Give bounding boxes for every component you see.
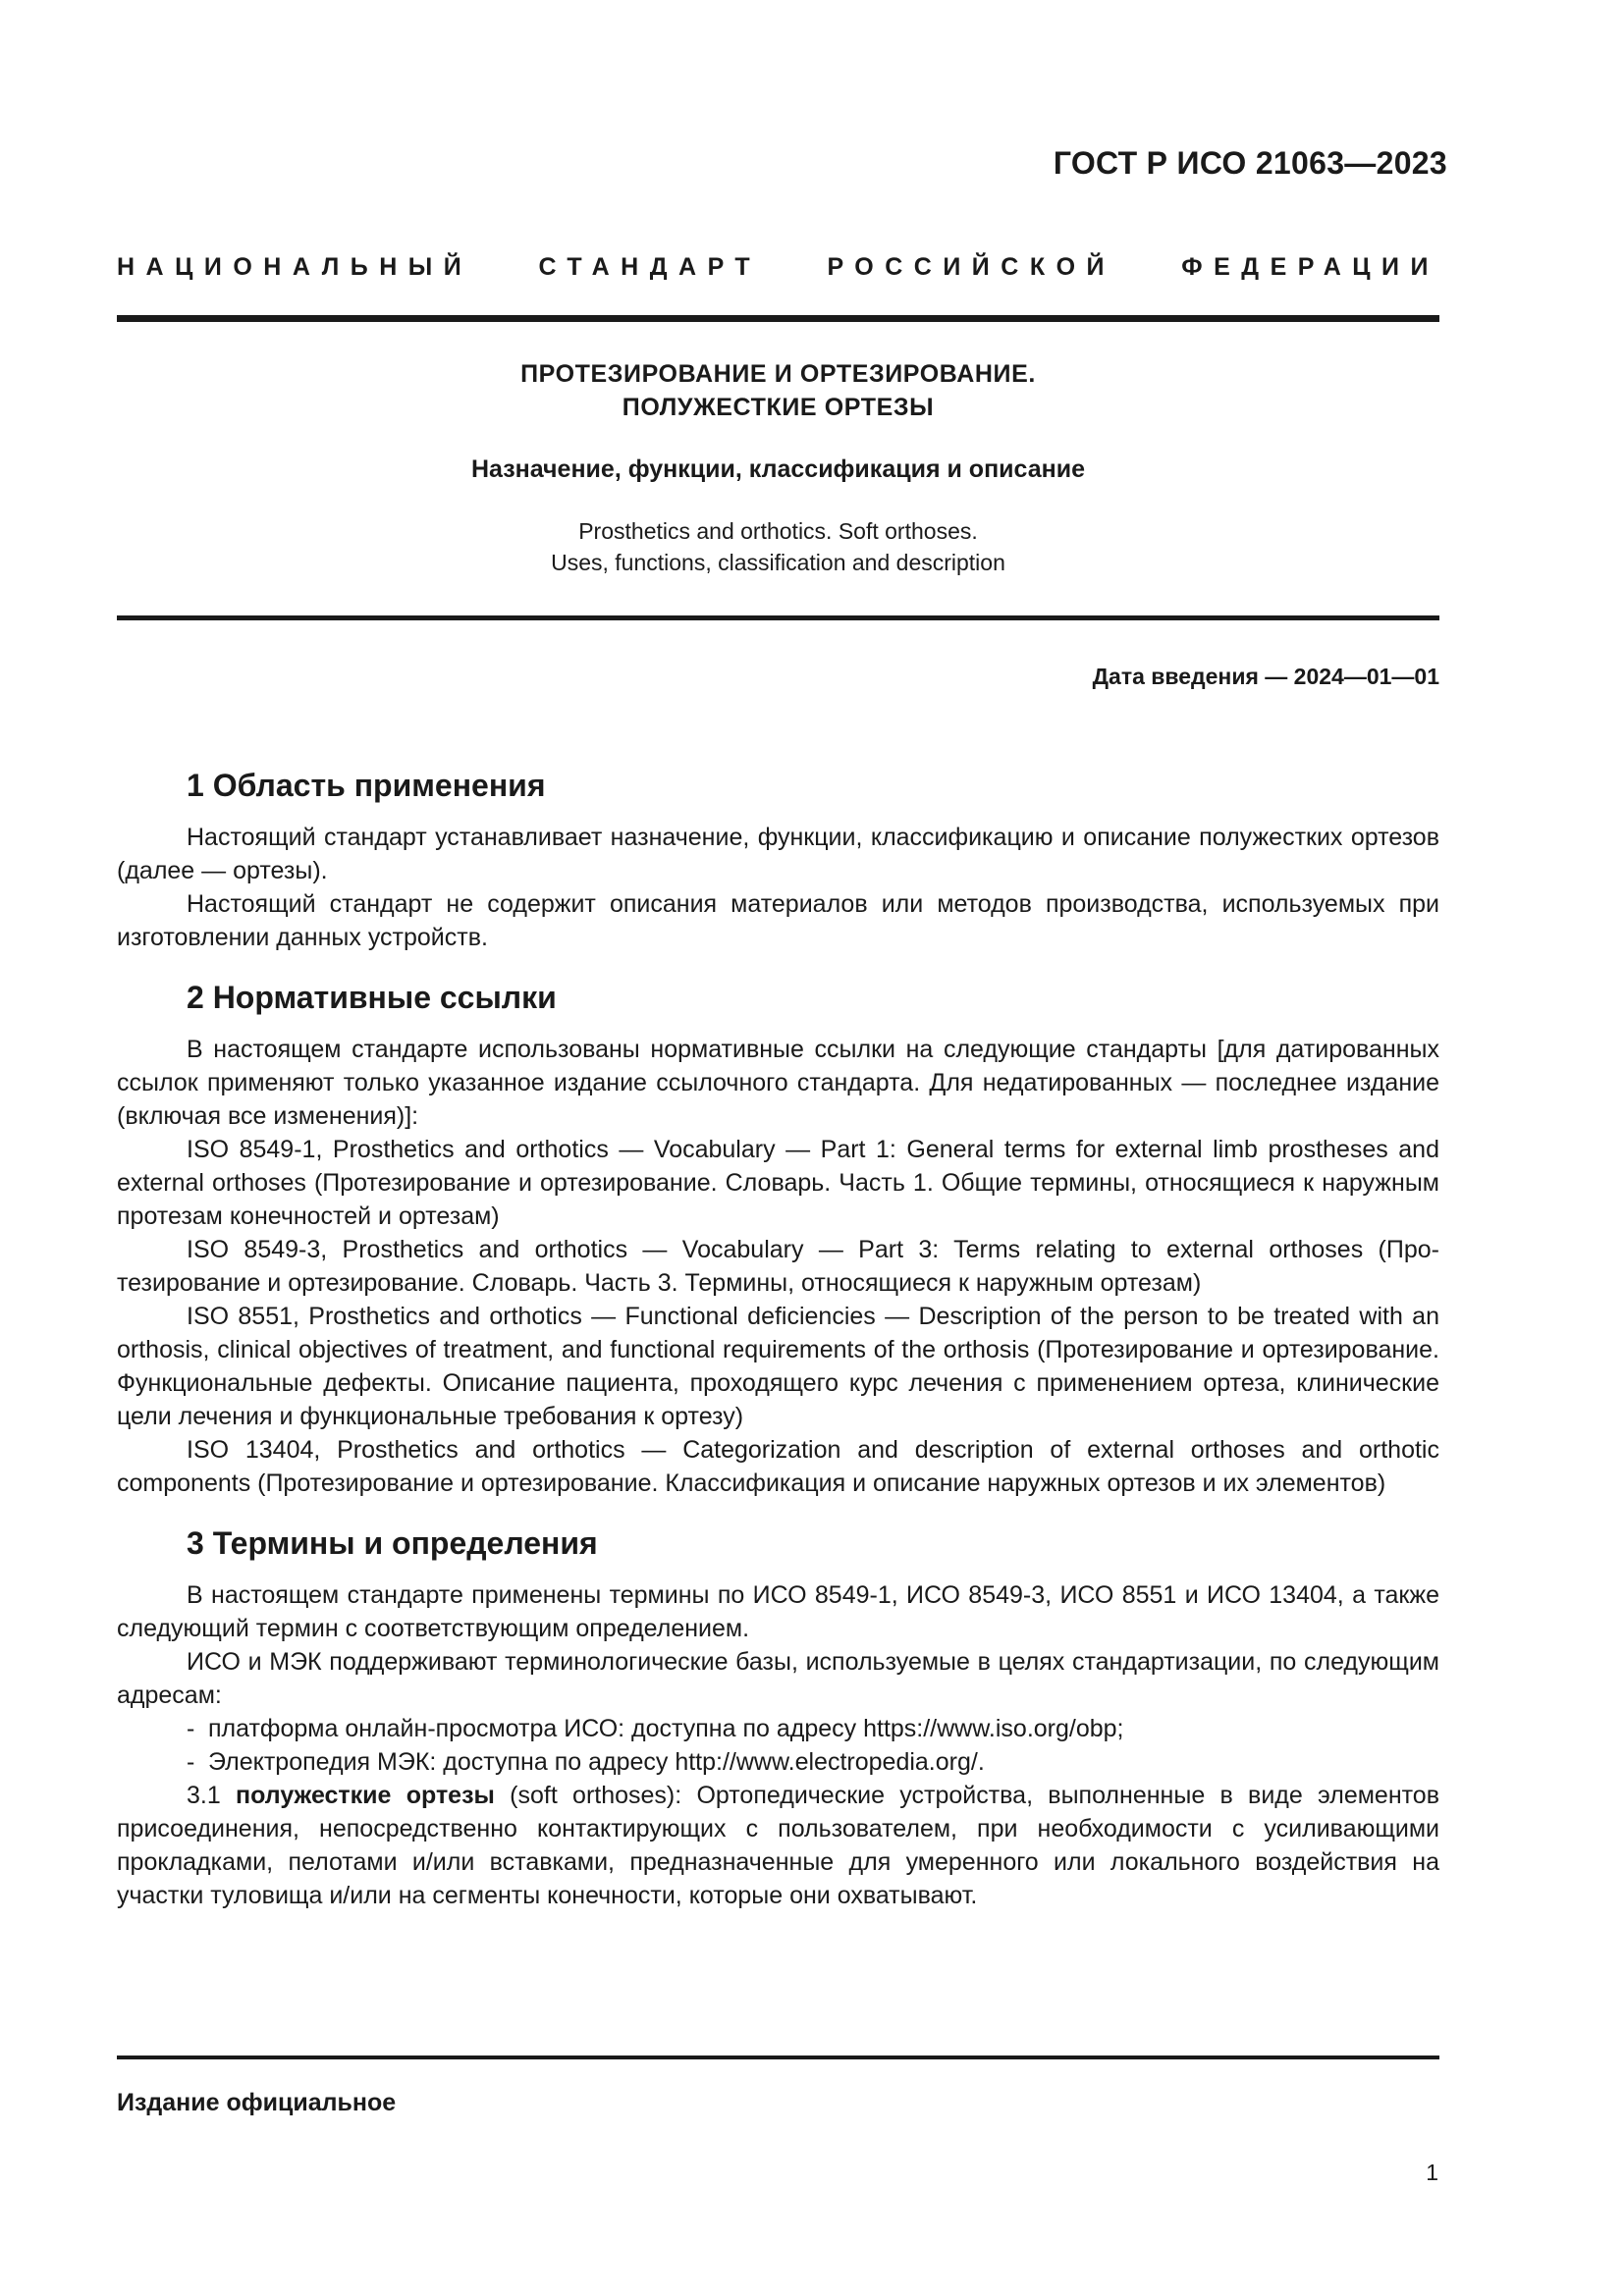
section-3-heading: 3 Термины и определения [187, 1525, 598, 1561]
footer-rule [117, 2056, 1439, 2059]
term-text: (soft orthoses): Ортопедические устройства, выполненные в виде элементов присоединения, непосредственно контактирующих с пользователем, при необходимости с усиливающими прокладками, пелотами и/или вставками, предназначенные для умеренного или локального воздействия на участки туловища и/или на сегменты конечности, которые они охватывают. [117, 1782, 1439, 1909]
section-1-paragraph: Настоящий стандарт не содержит описания материалов или методов производства, используемых при изготовлении данных устройств. [117, 890, 1439, 951]
term-number: 3.1 [187, 1782, 221, 1809]
section-2-paragraph: В настоящем стандарте использованы нормативные ссылки на следующие стандарты [для датированных ссылок применяют только указанное издание ссылочного стандарта. Для недатированных — последнее издание (включая все изменения)]: [117, 1036, 1439, 1130]
english-title-line-1: Prosthetics and orthotics. Soft orthoses. [578, 518, 978, 544]
english-title [117, 515, 1439, 578]
dash-marker: - [187, 1748, 195, 1776]
title-rule [117, 615, 1439, 620]
official-edition-label: Издание официальное [117, 2089, 397, 2116]
english-title-line-2: Uses, functions, classification and description [551, 550, 1005, 575]
document-subtitle: Назначение, функции, классификация и описание [470, 455, 1086, 483]
title-line-2: ПОЛУЖЕСТКИЕ ОРТЕЗЫ [622, 394, 935, 421]
dash-marker: - [187, 1715, 195, 1742]
header-rule [117, 315, 1439, 322]
section-3-paragraph: В настоящем стандарте применены термины по ИСО 8549-1, ИСО 8549-3, ИСО 8551 и ИСО 13404, а также следующий термин с соответствующим определением. [117, 1581, 1439, 1642]
electropedia-link-text: Электропедия МЭК: доступна по адресу http://www.electropedia.org/. [208, 1748, 985, 1776]
term-definition [117, 1779, 1439, 1912]
document-body [117, 766, 1439, 1912]
document-title [117, 357, 1439, 424]
national-standard-banner: НАЦИОНАЛЬНЫЙ СТАНДАРТ РОССИЙСКОЙ ФЕДЕРАЦИИ [117, 253, 1439, 281]
normative-reference: ISO 8549-3, Prosthetics and orthotics — Vocabulary — Part 3: Terms relating to external orthoses (Протезирование и ортезирование. Словарь. Часть 3. Термины, относящиеся к наружным ортезам) [117, 1236, 1439, 1297]
document-code: ГОСТ Р ИСО 21063—2023 [1053, 145, 1447, 181]
section-1-paragraph: Настоящий стандарт устанавливает назначение, функции, классификацию и описание полужестких ортезов (далее — ортезы). [117, 824, 1439, 884]
normative-reference: ISO 8549-1, Prosthetics and orthotics — Vocabulary — Part 1: General terms for external limb prostheses and external orthoses (Протезирование и ортезирование. Словарь. Часть 1. Общие термины, относящиеся к наружным протезам конечностей и ортезам) [117, 1136, 1439, 1230]
page-number: 1 [1426, 2160, 1438, 2185]
title-line-1: ПРОТЕЗИРОВАНИЕ И ОРТЕЗИРОВАНИЕ. [520, 360, 1036, 388]
introduction-date: Дата введения — 2024—01—01 [1092, 664, 1439, 689]
term-name: полужесткие ортезы [236, 1782, 495, 1809]
list-item [117, 1712, 1439, 1745]
section-2-heading: 2 Нормативные ссылки [187, 980, 557, 1015]
normative-reference: ISO 13404, Prosthetics and orthotics — Categorization and description of external orthoses and orthotic components (Протезирование и ортезирование. Классификация и описание наружных ортезов и их элементов) [117, 1436, 1439, 1497]
obp-link-text: платформа онлайн-просмотра ИСО: доступна по адресу https://www.iso.org/obp; [208, 1715, 1124, 1742]
section-1-heading: 1 Область применения [187, 768, 546, 803]
section-3-paragraph: ИСО и МЭК поддерживают терминологические базы, используемые в целях стандартизации, по следующим адресам: [117, 1648, 1439, 1709]
normative-reference: ISO 8551, Prosthetics and orthotics — Functional deficiencies — Description of the person to be treated with an orthosis, clinical objectives of treatment, and functional requirements of the orthosis (Протезирование и ортезирование. Функциональные дефекты. Описание пациента, проходящего курс лечения с применением ортеза, клинические цели лечения и функциональные требования к ортезу) [117, 1303, 1439, 1430]
list-item [117, 1745, 1439, 1779]
